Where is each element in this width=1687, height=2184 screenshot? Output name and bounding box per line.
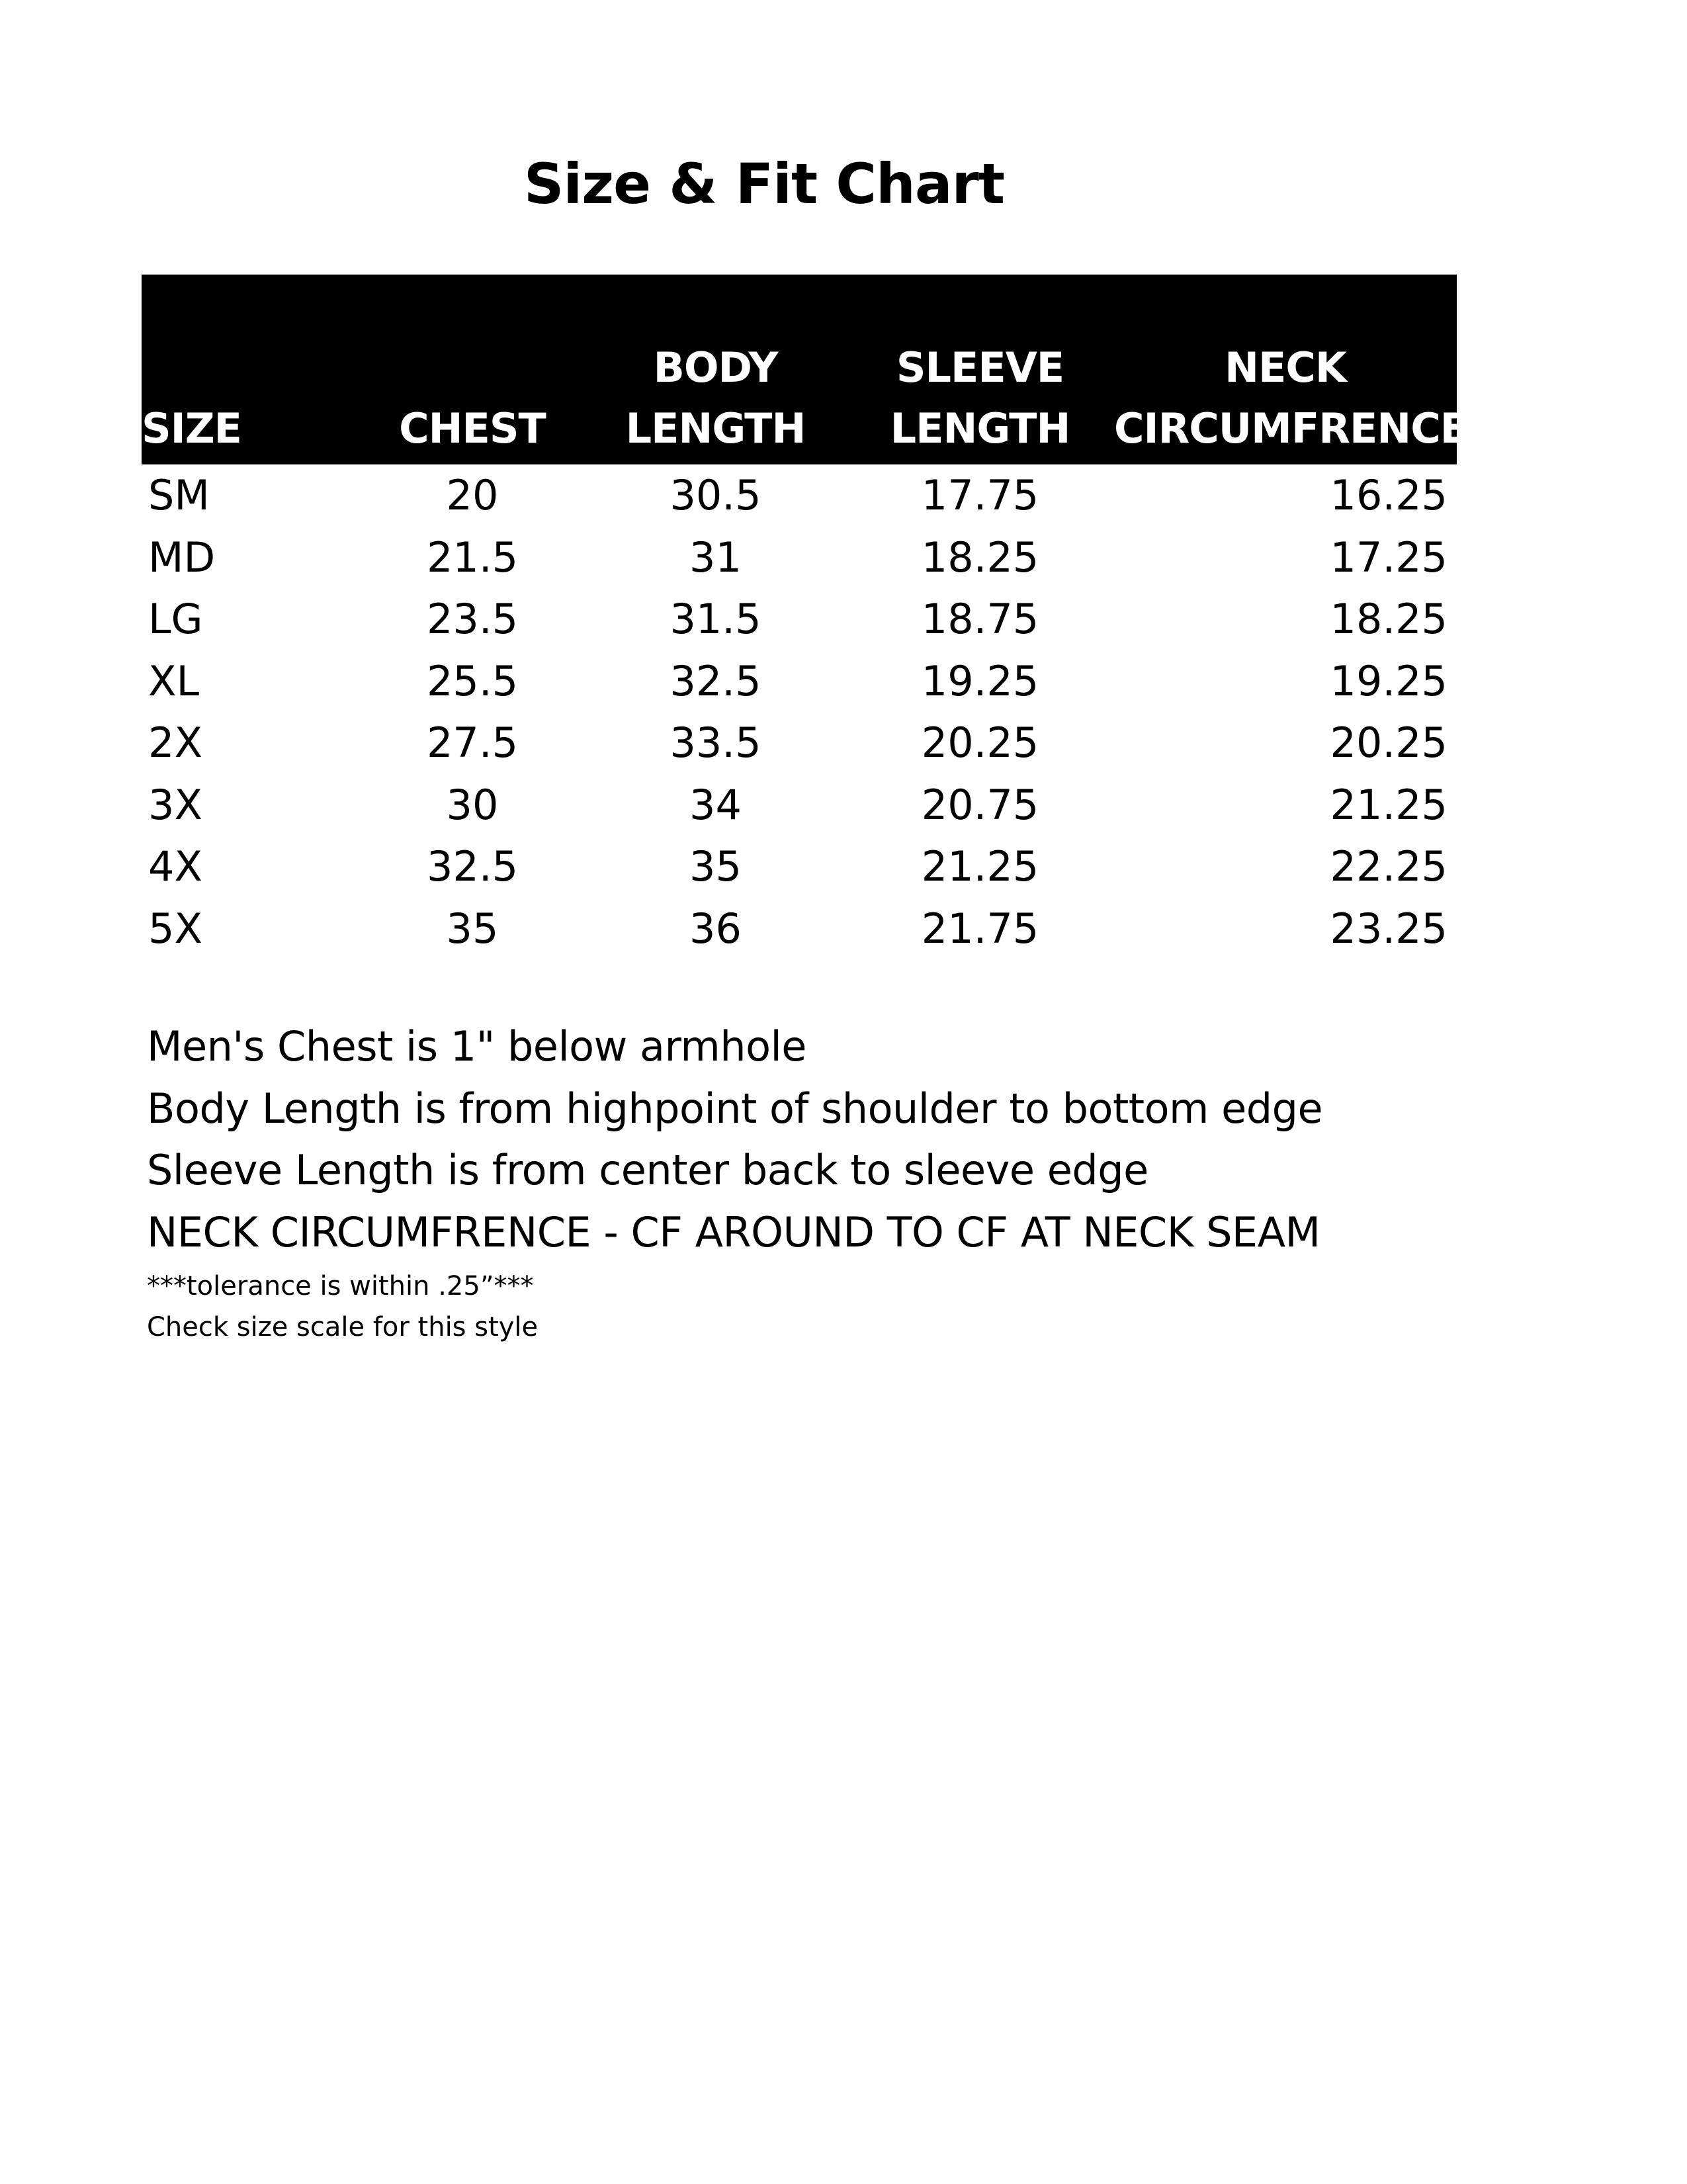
cell-size: 5X <box>148 904 202 953</box>
table-row <box>142 588 1457 650</box>
cell-sleeve-length: 19.25 <box>921 656 1039 705</box>
cell-chest: 23.5 <box>426 595 519 643</box>
cell-neck: 18.25 <box>1330 595 1448 643</box>
note-chest: Men's Chest is 1" below armhole <box>147 1022 806 1070</box>
cell-chest: 20 <box>446 471 499 519</box>
table-row <box>142 712 1457 774</box>
header-sleeve-length <box>846 275 1114 464</box>
cell-body-length: 31 <box>689 533 742 582</box>
cell-size: 4X <box>148 842 202 891</box>
cell-body-length: 34 <box>689 780 742 829</box>
footnote: Check size scale for this style <box>147 1312 539 1342</box>
header-sleeve-length-line-1: SLEEVE <box>896 343 1064 392</box>
cell-neck: 21.25 <box>1330 780 1448 829</box>
cell-neck: 23.25 <box>1330 904 1448 953</box>
cell-chest: 35 <box>446 904 499 953</box>
header-sleeve-length-line-2: LENGTH <box>890 404 1070 453</box>
table-row <box>142 836 1457 898</box>
table-header-row <box>142 275 1457 464</box>
header-neck-line-2: CIRCUMFRENCE <box>1114 404 1468 453</box>
cell-body-length: 32.5 <box>670 656 761 705</box>
header-body-length-line-2: LENGTH <box>625 404 806 453</box>
cell-chest: 32.5 <box>426 842 519 891</box>
cell-body-length: 30.5 <box>670 471 761 519</box>
cell-sleeve-length: 21.75 <box>921 904 1039 953</box>
table-row <box>142 774 1457 836</box>
header-chest-line: CHEST <box>399 404 546 453</box>
tolerance-note: ***tolerance is within .25”*** <box>147 1271 534 1301</box>
header-neck-circumference <box>1114 275 1468 464</box>
cell-size: 2X <box>148 719 202 767</box>
cell-sleeve-length: 21.25 <box>921 842 1039 891</box>
cell-body-length: 33.5 <box>670 719 761 767</box>
table-row <box>142 898 1457 960</box>
note-neck-circumference: NECK CIRCUMFRENCE - CF AROUND TO CF AT NECK SEAM <box>147 1207 1320 1256</box>
cell-neck: 22.25 <box>1330 842 1448 891</box>
cell-size: 3X <box>148 780 202 829</box>
cell-sleeve-length: 18.25 <box>921 533 1039 582</box>
header-neck-line-1: NECK <box>1225 343 1346 392</box>
size-chart-table <box>142 275 1468 959</box>
cell-body-length: 35 <box>689 842 742 891</box>
page-title: Size & Fit Chart <box>523 152 1005 216</box>
cell-chest: 30 <box>446 780 499 829</box>
header-body-length <box>585 275 846 464</box>
cell-sleeve-length: 17.75 <box>921 471 1039 519</box>
note-sleeve-length: Sleeve Length is from center back to sleeve edge <box>147 1146 1148 1194</box>
cell-size: SM <box>148 471 210 519</box>
cell-sleeve-length: 20.25 <box>921 719 1039 767</box>
header-body-length-line-1: BODY <box>653 343 778 392</box>
cell-neck: 19.25 <box>1330 656 1448 705</box>
cell-size: XL <box>148 656 200 705</box>
cell-neck: 16.25 <box>1330 471 1448 519</box>
header-size <box>142 275 360 464</box>
table-row <box>142 527 1457 589</box>
cell-chest: 25.5 <box>426 656 519 705</box>
header-chest <box>360 275 585 464</box>
cell-body-length: 36 <box>689 904 742 953</box>
cell-chest: 21.5 <box>426 533 519 582</box>
note-body-length: Body Length is from highpoint of shoulder to bottom edge <box>147 1084 1323 1133</box>
cell-body-length: 31.5 <box>670 595 761 643</box>
cell-neck: 17.25 <box>1330 533 1448 582</box>
measurement-notes <box>147 1016 1322 1348</box>
table-row <box>142 464 1457 527</box>
table-row <box>142 650 1457 713</box>
cell-size: MD <box>148 533 216 582</box>
cell-size: LG <box>148 595 203 643</box>
cell-neck: 20.25 <box>1330 719 1448 767</box>
cell-chest: 27.5 <box>426 719 519 767</box>
cell-sleeve-length: 20.75 <box>921 780 1039 829</box>
cell-sleeve-length: 18.75 <box>921 595 1039 643</box>
header-size-line: SIZE <box>142 404 242 453</box>
